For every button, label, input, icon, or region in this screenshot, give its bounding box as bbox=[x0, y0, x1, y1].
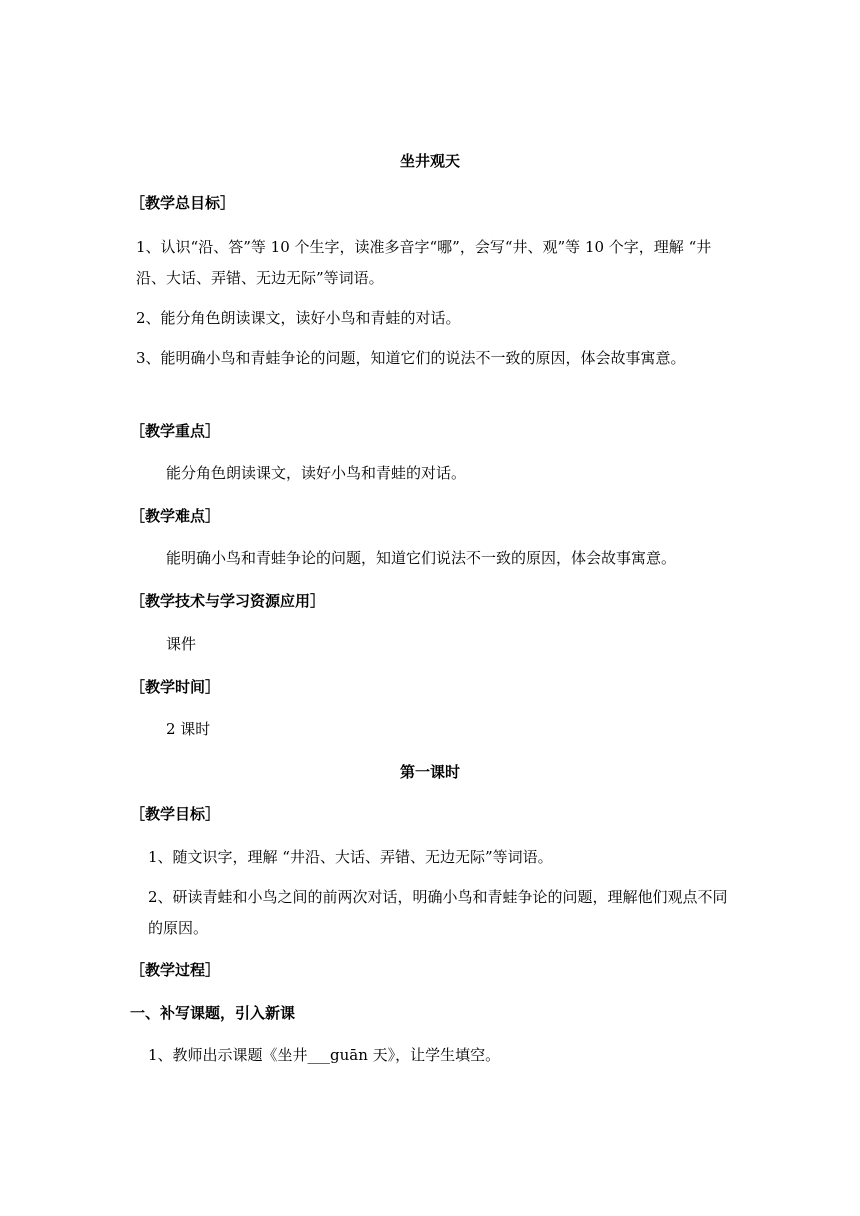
document-title: 坐井观天 bbox=[399, 152, 460, 170]
difficulties-heading: ［教学难点］ bbox=[130, 507, 221, 525]
tech-heading: ［教学技术与学习资源应用］ bbox=[130, 592, 326, 610]
general-goal-3: 3、能明确小鸟和青蛙争论的问题，知道它们的说法不一致的原因，体会故事寓意。 bbox=[136, 349, 686, 367]
key-points-heading: ［教学重点］ bbox=[130, 422, 221, 440]
lesson1-goal-2: 2、研读青蛙和小鸟之间的前两次对话，明确小鸟和青蛙争论的问题，理解他们观点不同的原因。 bbox=[148, 888, 728, 937]
lesson1-goal-1: 1、随文识字，理解 “井沿、大话、弄错、无边无际”等词语。 bbox=[148, 848, 553, 866]
general-goal-2: 2、能分角色朗读课文，读好小鸟和青蛙的对话。 bbox=[136, 309, 461, 327]
lesson1-title: 第一课时 bbox=[399, 763, 460, 781]
key-points-text: 能分角色朗读课文，读好小鸟和青蛙的对话。 bbox=[166, 464, 467, 482]
general-goals-heading: ［教学总目标］ bbox=[130, 194, 236, 212]
process-heading: ［教学过程］ bbox=[130, 961, 221, 979]
time-text: 2 课时 bbox=[166, 720, 211, 738]
tech-text: 课件 bbox=[166, 635, 197, 653]
general-goal-1: 1、认识“沿、答”等 10 个生字，读准多音字“哪”，会写“井、观”等 10 个字，理解 “井沿、大话、弄错、无边无际”等词语。 bbox=[136, 238, 712, 287]
time-heading: ［教学时间］ bbox=[130, 678, 221, 696]
section1-heading: 一、补写课题，引入新课 bbox=[130, 1004, 296, 1022]
section1-item-1: 1、教师出示课题《坐井___guān 天》，让学生填空。 bbox=[148, 1046, 501, 1064]
difficulties-text: 能明确小鸟和青蛙争论的问题，知道它们说法不一致的原因，体会故事寓意。 bbox=[166, 549, 677, 567]
lesson1-goals-heading: ［教学目标］ bbox=[130, 805, 221, 823]
